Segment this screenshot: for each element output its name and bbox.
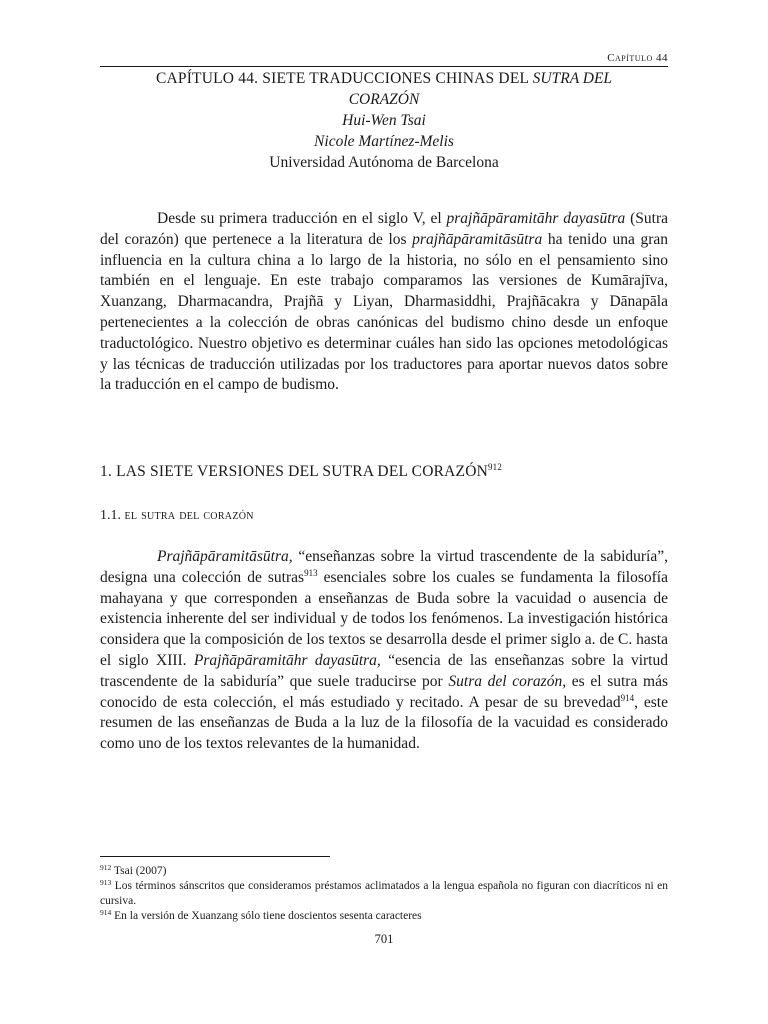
section-heading: 1. LAS SIETE VERSIONES DEL SUTRA DEL CORAZÓN$^{912}$ bbox=[100, 462, 503, 480]
header-rule bbox=[100, 66, 668, 67]
page-number: 701 bbox=[374, 932, 394, 946]
affiliation: Universidad Autónoma de Barcelona bbox=[269, 154, 499, 171]
abstract-paragraph: Desde su primera traducción en el siglo V, el prajñāpāramitāhr dayasūtra (Sutra del corazón) que pertenece a la literatura de los prajñāpāramitāsūtra ha tenido una gran influencia en la cultura china a lo largo de la historia, no sólo en el pensamiento sino también en el lenguaje. En este trabajo comparamos las versiones de Kumārajīva, Xuanzang, Dharmacandra, Prajñā y Liyan, Dharmasiddhi, Prajñācakra y Dānapāla pertenecientes a la colección de obras canónicas del budismo chino desde un enfoque traductológico. Nuestro objetivo es determinar cuáles han sido las opciones metodológicas y las técnicas de traducción utilizadas por los traductores para aportar nuevos datos sobre la traducción en el campo de budismo. bbox=[100, 210, 669, 394]
author-1: Hui-Wen Tsai bbox=[342, 112, 426, 129]
chapter-title: CAPÍTULO 44. SIETE TRADUCCIONES CHINAS DEL SUTRA DEL bbox=[155, 70, 613, 87]
body-paragraph: Prajñāpāramitāsūtra, “enseñanzas sobre la virtud trascendente de la sabiduría”, designa una colección de sutras$^{913}$ esenciales sobre los cuales se fundamenta la filosofía mahayana y que corresponden a enseñanzas de Buda sobre la vacuidad o ausencia de existencia inherente del ser individual y de todos los fenómenos. La investigación histórica considera que la composición de los textos se desarrolla desde el primer siglo a. de C. hasta el siglo XIII. Prajñāpāramitāhr dayasūtra, “esencia de las enseñanzas sobre la virtud trascendente de la sabiduría” que suele traducirse por Sutra del corazón, es el sutra más conocido de esta colección, el más estudiado y recitado. A pesar de su brevedad$^{914}$, este resumen de las enseñanzas de Buda a la luz de la filosofía de la vacuidad es considerado como uno de los textos relevantes de la humanidad. bbox=[100, 548, 668, 753]
chapter-title-continued: CORAZÓN bbox=[348, 91, 420, 108]
running-header: Capítulo 44 bbox=[607, 52, 668, 64]
footnote-913: $^{913}$ Los términos sánscritos que consideramos préstamos aclimatados a la lengua española no figuran con diacríticos ni en cursiva. bbox=[100, 878, 668, 907]
footnotes bbox=[100, 864, 668, 924]
footnote-914: $^{914}$ En la versión de Xuanzang sólo tiene doscientos sesenta caracteres bbox=[100, 908, 422, 922]
footnote-ref-913[interactable]: 913 bbox=[304, 567, 318, 578]
footnote-912: $^{912}$ Tsai (2007) bbox=[100, 863, 167, 877]
subsection-heading: 1.1. el sutra del corazón bbox=[100, 508, 254, 523]
author-2: Nicole Martínez-Melis bbox=[314, 133, 454, 150]
footnote-ref-912[interactable]: 912 bbox=[487, 462, 503, 472]
footnote-rule bbox=[100, 856, 330, 857]
footnote-ref-914[interactable]: 914 bbox=[620, 692, 635, 703]
title-block bbox=[100, 68, 668, 173]
